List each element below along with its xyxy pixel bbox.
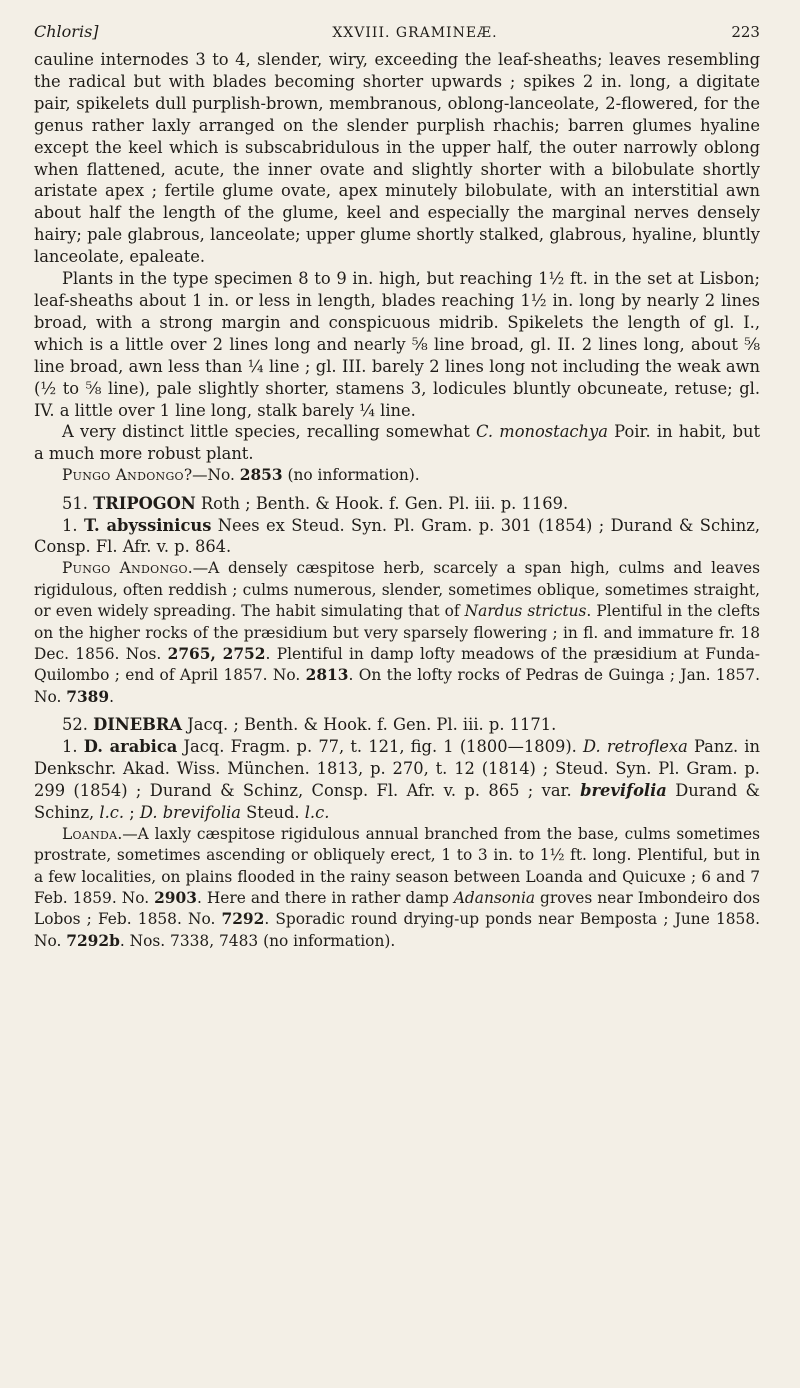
habitat-reference: Adansonia — [453, 888, 536, 907]
locality-text-end: . — [109, 687, 114, 706]
locality-text: .—A laxly cæspitose rigidulous annual branched from the base, culms sometimes prostrate, sometimes ascending or obliquely erect, 1 to 3 in. to 1½ ft. long. Plentiful, but in a few localities, on plains flooded in the rainy season between Loanda and Quicuxe ; 6 and 7 Feb. 1859. No. — [34, 824, 760, 907]
species-heading-arabica — [34, 736, 760, 824]
genus-number: 51. — [62, 493, 94, 513]
locality-text-end: (no information). — [282, 466, 420, 485]
locality-loanda — [34, 824, 760, 952]
measurements-paragraph: Plants in the type specimen 8 to 9 in. high, but reaching 1½ ft. in the set at Lisbon; leaf-sheaths about 1 in. or less in length, blades reaching 1½ in. long by nearly 2 lines broad, with a strong margin and conspicuous midrib. Spikelets the length of gl. I., which is a little over 2 lines long and nearly ⅝ line broad, gl. II. 2 lines long, about ⅝ line broad, awn less than ¼ line ; gl. III. barely 2 lines long not including the weak awn (½ to ⅝ line), pale slightly shorter, stamens 3, lodicules bluntly obcuneate, retuse; gl. IV. a little over 1 line long, stalk barely ¼ line. — [34, 269, 760, 420]
species-citation: ; — [124, 802, 140, 822]
species-citation: Jacq. Fragm. p. 77, t. 121, fig. 1 (1800—1809). — [177, 737, 584, 757]
specimen-number: 7292 — [221, 910, 265, 929]
locality-pungo-1 — [34, 465, 760, 486]
description-paragraph: cauline internodes 3 to 4, slender, wiry, exceeding the leaf-sheaths; leaves resembling the radical but with blades becoming shorter upwards ; spikes 2 in. long, a digitate pair, spikelets dull purplish-brown, membranous, oblong-lanceolate, 2-flowered, for the genus rather laxly arranged on the slender purplish rhachis; barren glumes hyaline except the keel which is subscabridulous in the upper half, the outer narrowly oblong when flattened, acute, the inner ovate and slightly shorter with a bilobulate shortly aristate apex ; fertile glume ovate, apex minutely bilobulate, with an interstitial awn about half the length of the glume, keel and especially the marginal nerves densely hairy; pale glabrous, lanceolate; upper glume shortly stalked, glabrous, hyaline, bluntly lanceolate, epaleate. — [34, 50, 760, 267]
locality-text: . Plentiful in damp lofty meadows of the præsidium at Funda-Quilombo ; end of April 1857. No. — [34, 644, 760, 685]
species-name: T. abyssinicus — [83, 515, 212, 535]
locality-text: . Here and there in rather damp — [196, 888, 454, 907]
locality-text: .—A densely cæspitose herb, scarcely a span high, culms and leaves rigidulous, often reddish ; culms numerous, slender, sometimes oblique, sometimes straight, or even widely spreading. The habit simulating that of — [34, 559, 760, 621]
locality-text: . On the lofty rocks of Pedras de Guinga ; Jan. 1857. No. — [34, 666, 760, 706]
species-citation: Panz. in Denkschr. Akad. Wiss. München. 1813, p. 270, t. 12 (1814) ; Steud. Syn. Pl. Gram. p. 299 (1854) ; Durand & Schinz, Consp. Fl. Afr. v. p. 865 ; var. — [34, 737, 760, 800]
species-citation: Durand & Schinz, — [34, 780, 760, 822]
locality-name: Pungo Andongo — [62, 559, 188, 578]
genus-heading-dinebra — [34, 714, 760, 736]
genus-name: DINEBRA — [93, 715, 183, 735]
locality-text: ?—No. — [183, 466, 240, 485]
remarks-text: A very distinct little species, recalling somewhat — [62, 422, 476, 442]
specimen-number: 2903 — [154, 888, 197, 907]
species-number: 1. — [62, 515, 84, 535]
species-heading-abyssinicus — [34, 515, 760, 559]
remarks-text-end: Poir. in habit, but a much more robust plant. — [34, 422, 761, 464]
synonym-name: D. brevifolia — [139, 802, 241, 822]
genus-number: 52. — [62, 715, 94, 735]
header-section: XXVIII. GRAMINEÆ. — [332, 25, 498, 41]
locality-pungo-2 — [34, 558, 760, 708]
locality-name: Pungo Andongo — [62, 466, 184, 485]
genus-name: TRIPOGON — [93, 493, 196, 513]
loc-cit: l.c. — [99, 802, 125, 822]
locality-name: Loanda — [62, 824, 118, 843]
page-number: 223 — [731, 23, 760, 41]
locality-text: . Sporadic round drying-up ponds near Bemposta ; June 1858. No. — [34, 910, 761, 950]
remarks-paragraph — [34, 421, 760, 465]
locality-text: . Plentiful in the clefts on the higher rocks of the præsidium but very sparsely flowering ; in fl. and immature fr. 18 Dec. 1856. Nos. — [34, 602, 760, 663]
header-genus: Chloris] — [34, 22, 99, 41]
habit-reference: Nardus strictus — [464, 602, 587, 621]
species-number: 1. — [62, 737, 84, 757]
variety-name: brevifolia — [580, 780, 667, 800]
specimen-number: 2813 — [305, 666, 349, 685]
running-header — [34, 22, 760, 41]
genus-heading-tripogon — [34, 493, 760, 515]
species-citation: Steud. — [240, 802, 305, 822]
specimen-number: 7389 — [66, 687, 110, 706]
locality-text-end: . Nos. 7338, 7483 (no information). — [119, 931, 396, 950]
species-name: D. arabica — [83, 737, 178, 757]
specimen-number: 2765, 2752 — [167, 644, 266, 663]
specimen-number: 2853 — [239, 466, 283, 485]
locality-text: groves near Imbondeiro dos Lobos ; Feb. 1858. No. — [34, 888, 760, 929]
synonym-name: D. retroflexa — [583, 737, 688, 757]
genus-citation: Roth ; Benth. & Hook. f. Gen. Pl. iii. p. 1169. — [195, 493, 569, 513]
species-reference: C. monostachya — [476, 422, 608, 442]
specimen-number: 7292b — [66, 931, 120, 950]
species-citation: Nees ex Steud. Syn. Pl. Gram. p. 301 (1854) ; Durand & Schinz, Consp. Fl. Afr. v. p. 864. — [34, 515, 761, 557]
genus-citation: Jacq. ; Benth. & Hook. f. Gen. Pl. iii. p. 1171. — [182, 715, 557, 735]
loc-cit: l.c. — [304, 802, 330, 822]
